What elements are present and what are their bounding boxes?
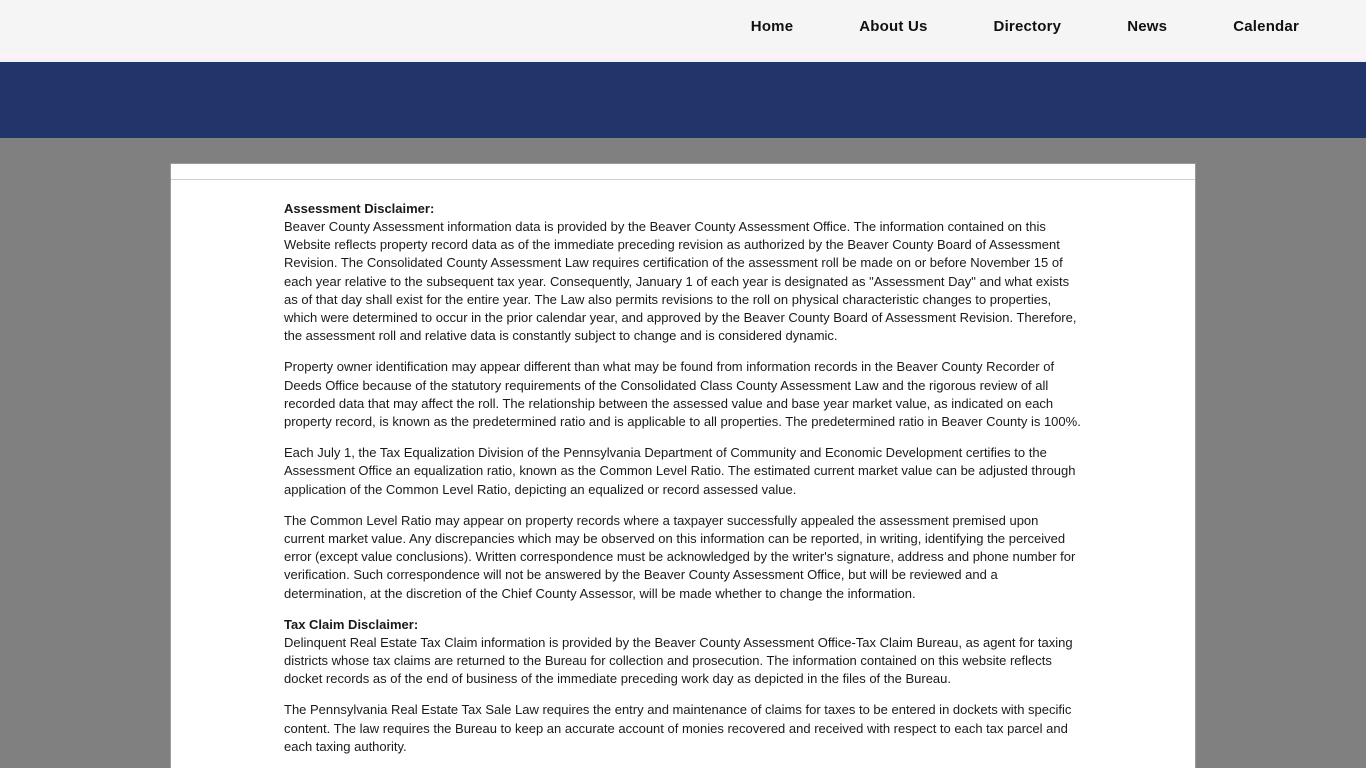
main-navigation [718,0,1366,53]
nav-item-about-us[interactable]: About Us [859,18,928,35]
tax-claim-paragraph-2: The Pennsylvania Real Estate Tax Sale Law requires the entry and maintenance of claims for taxes to be entered in dockets with specific content. The law requires the Bureau to keep an accurate account of monies recovered and received with respect to each tax parcel and each taxing authority. [284,702,1072,754]
assessment-disclaimer-heading: Assessment Disclaimer: [284,201,435,216]
nav-item-calendar[interactable]: Calendar [1233,18,1299,35]
tax-claim-paragraph-1: Delinquent Real Estate Tax Claim information is provided by the Beaver County Assessment Office-Tax Claim Bureau, as agent for taxing districts whose tax claims are returned to the Bureau for collection and prosecution. The information contained on this website reflects docket records as of the end of business of the immediate preceding work day as depicted in the files of the Bureau. [284,634,1073,687]
assessment-paragraph-1: Beaver County Assessment information data is provided by the Beaver County Assessment Office. The information contained on this Website reflects property record data as of the immediate preceding revision as authorized by the Beaver County Board of Assessment Revision. The Consolidated County Assessment Law requires certification of the assessment roll be made on or before November 15 of each year relative to the subsequent tax year. Consequently, January 1 of each year is designated as "Assessment Day" and what exists as of that day shall exist for the entire year. The Law also permits revisions to the roll on physical characteristic changes to properties, which were determined to occur in the prior calendar year, and approved by the Beaver County Board of Assessment Revision. Therefore, the assessment roll and relative data is constantly subject to change and is considered dynamic. [284,219,1077,344]
page-body [0,138,1366,767]
site-header [0,0,1366,53]
tax-claim-disclaimer-heading: Tax Claim Disclaimer: [284,616,419,632]
assessment-paragraph-2: Property owner identification may appear different than what may be found from information records in the Beaver County Recorder of Deeds Office because of the statutory requirements of the Consolidated Class County Assessment Law and the rigorous review of all recorded data that may affect the roll. The relationship between the assessed value and base year market value, as indicated on each property record, is known as the predetermined ratio and is applicable to all properties. The predetermined ratio in Beaver County is 100%. [284,359,1081,430]
nav-item-directory[interactable]: Directory [993,18,1062,35]
nav-item-home[interactable]: Home [750,18,794,35]
card-top-divider [171,164,1195,180]
site-banner [0,62,1366,138]
content-card [170,163,1196,768]
disclaimer-content [171,180,1195,768]
assessment-paragraph-3: Each July 1, the Tax Equalization Division of the Pennsylvania Department of Community and Economic Development certifies to the Assessment Office an equalization ratio, known as the Common Level Ratio. The estimated current market value can be adjusted through application of the Common Level Ratio, depicting an equalized or record assessed value. [284,445,1076,497]
nav-item-news[interactable]: News [1127,18,1168,35]
assessment-paragraph-4: The Common Level Ratio may appear on property records where a taxpayer successfully appealed the assessment premised upon current market value. Any discrepancies which may be observed on this information can be reported, in writing, identifying the perceived error (except value conclusions). Written correspondence must be acknowledged by the writer's signature, address and phone number for verification. Such correspondence will not be answered by the Beaver County Assessment Office, but will be reviewed and a determination, at the discretion of the Chief County Assessor, will be made whether to change the information. [284,512,1076,601]
